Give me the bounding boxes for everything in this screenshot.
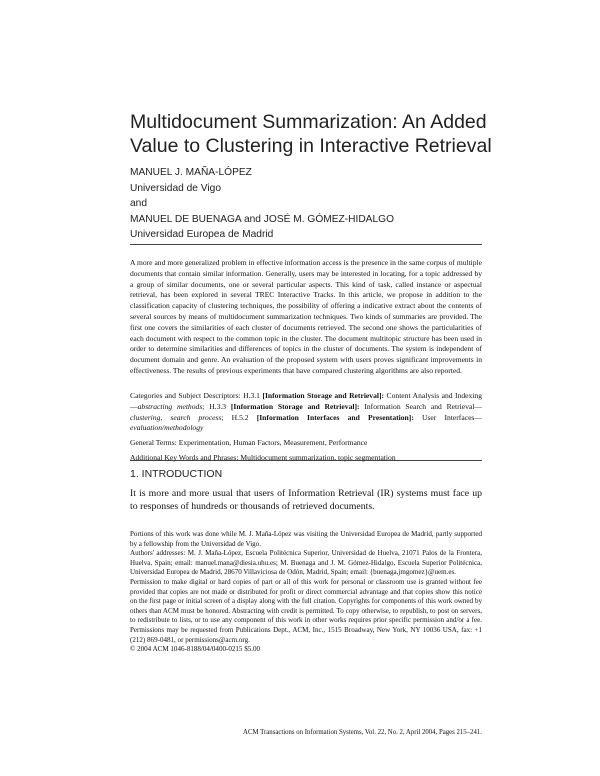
author-conjunction: and <box>130 198 147 209</box>
section-heading: 1. INTRODUCTION <box>130 468 223 480</box>
intro-paragraph <box>130 487 482 513</box>
footnote-copyright: © 2004 ACM 1046-8188/04/0400-0215 $5.00 <box>130 645 261 654</box>
abstract <box>130 258 482 377</box>
metadata-block <box>130 391 482 468</box>
author-name: MANUEL J. MAÑA-LÓPEZ <box>130 167 252 178</box>
paper-title <box>130 110 530 158</box>
running-footer: ACM Transactions on Information Systems, Vol. 22, No. 2, April 2004, Pages 215–241. <box>243 729 482 736</box>
keywords: Additional Key Words and Phrases: Multidocument summarization, topic segmentation <box>130 452 396 462</box>
divider-top <box>130 244 482 245</box>
categories-descriptors: Categories and Subject Descriptors: H.3.1 [Information Storage and Retrieval]: Content Analysis and Indexing—abstracting methods; H.3.3 [Information Storage and Retrieval]: Information Search and Retrieval—clustering, search process; H.5.2 [Information Interfaces and Presentation]: User Interfaces—evaluation/methodology <box>130 391 483 433</box>
footnote-addresses: Authors' addresses: M. J. Maña-López, Escuela Politécnica Superior, Universidad de Huelva, 21071 Palos de la Frontera, Huelva, Spain; email: manuel.mana@diesia.uhu.es; M. Buenaga and J. M. Gómez-Hidalgo, Escuela Superior Politécnica, Universidad Europea de Madrid, 28670 Villaviciosa de Odón, Madrid, Spain; email: {buenaga,jmgomez}@uem.es. <box>130 549 482 577</box>
footnotes <box>130 530 482 655</box>
footnote-permission: Permission to make digital or hard copies of part or all of this work for personal or classroom use is granted without fee provided that copies are not made or distributed for profit or direct commercial advantage and that copies show this notice on the first page or initial screen of a display along with the full citation. Copyrights for components of this work owned by others than ACM must be honored. Abstracting with credit is permitted. To copy otherwise, to republish, to post on servers, to redistribute to lists, or to use any component of this work in other works requires prior specific permission and/or a fee. Permissions may be requested from Publications Dept., ACM, Inc., 1515 Broadway, New York, NY 10036 USA, fax: +1 (212) 869-0481, or permissions@acm.org. <box>130 577 482 644</box>
title-line-2: Value to Clustering in Interactive Retrieval <box>130 135 492 157</box>
author-block <box>130 165 530 243</box>
general-terms: General Terms: Experimentation, Human Factors, Measurement, Performance <box>130 438 368 448</box>
abstract-text: A more and more generalized problem in effective information access is the presence in the same corpus of multiple documents that contain similar information. Generally, users may be interested in locating, for a topic addressed by a group of similar documents, one or several particular aspects. This kind of task, called instance or aspectual retrieval, has been explored in several TREC Interactive Tracks. In this article, we propose in addition to the classification capacity of clustering techniques, the possibility of offering a indicative extract about the contents of several sources by means of multidocument summarization techniques. Two kinds of summaries are provided. The first one covers the similarities of each cluster of documents retrieved. The second one shows the particularities of each document with respect to the common topic in the cluster. The document multitopic structure has been used in order to determine similarities and differences of topics in the cluster of documents. The system is independent of document domain and genre. An evaluation of the proposed system with users proves significant improvements in effectiveness. The results of previous experiments that have compared clustering algorithms are also reported. <box>130 258 482 375</box>
author-name: MANUEL DE BUENAGA and JOSÉ M. GÓMEZ-HIDALGO <box>130 213 394 225</box>
footnote-funding: Portions of this work was done while M. J. Maña-López was visiting the Universidad Europea de Madrid, partly supported by a fellowship from the Universidad de Vigo. <box>130 530 482 548</box>
author-affiliation: Universidad de Vigo <box>130 182 221 194</box>
intro-text: It is more and more usual that users of Information Retrieval (IR) systems must face up to responses of hundreds or thousands of retrieved documents. <box>130 488 482 513</box>
author-affiliation: Universidad Europea de Madrid <box>130 229 274 240</box>
title-line-1: Multidocument Summarization: An Added <box>130 111 487 133</box>
divider-bottom <box>130 460 482 461</box>
